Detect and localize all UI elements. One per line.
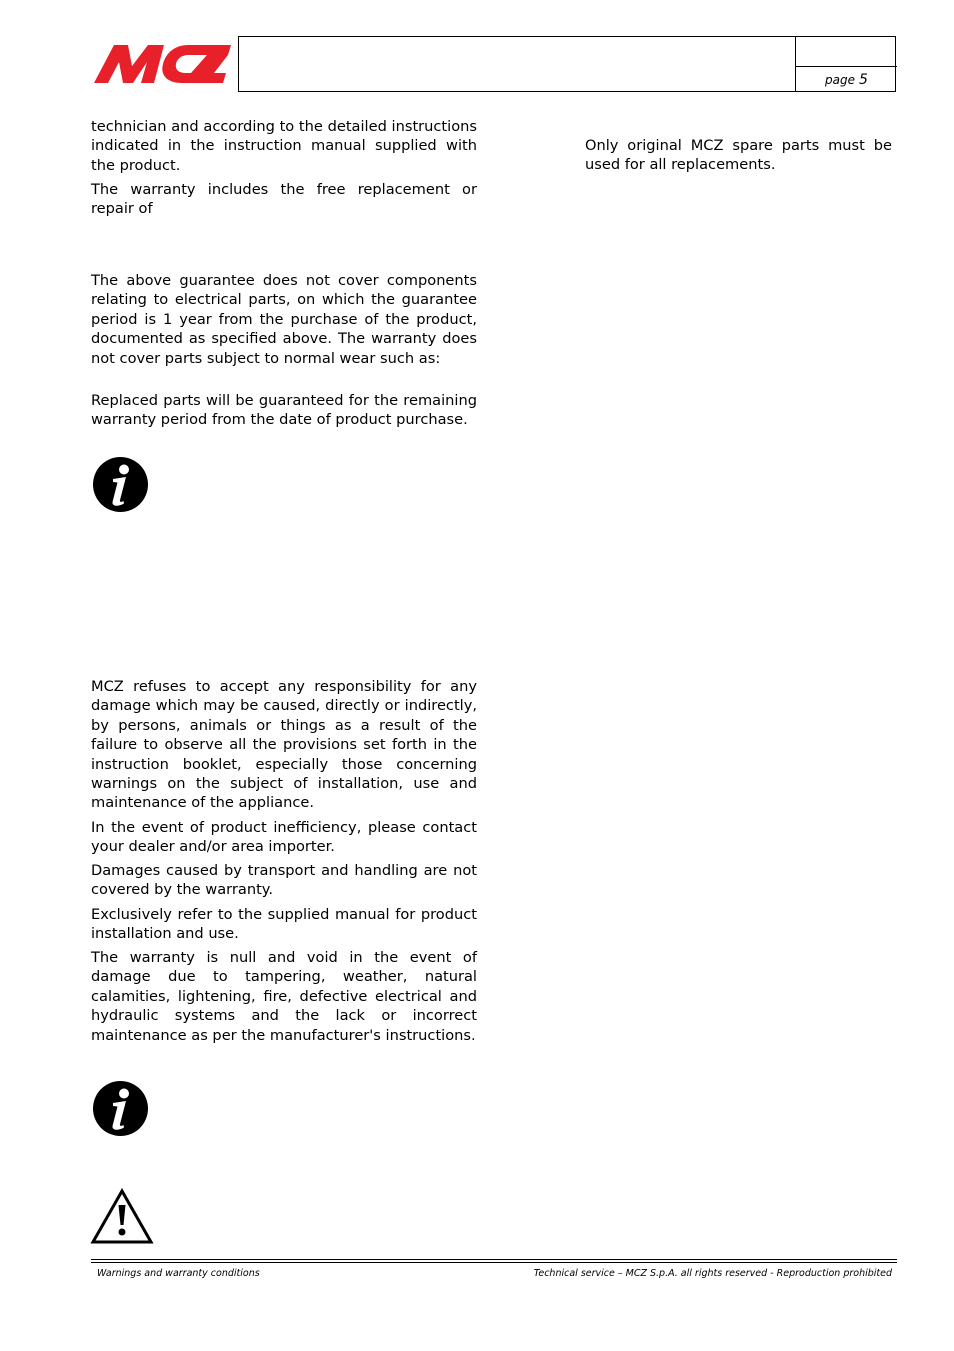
footer-copyright: Technical service – MCZ S.p.A. all rights reserved - Reproduction prohibited bbox=[533, 1268, 892, 1279]
paragraph-transport bbox=[91, 861, 477, 900]
warning-triangle-icon bbox=[90, 1188, 154, 1245]
info-icon bbox=[92, 456, 149, 513]
footer-rule bbox=[91, 1259, 897, 1260]
paragraph-manual bbox=[91, 905, 477, 944]
paragraph-responsibility bbox=[91, 677, 477, 813]
page-number-value: 5 bbox=[859, 71, 868, 88]
paragraph-intro bbox=[91, 117, 477, 175]
page-label: page bbox=[825, 72, 856, 87]
footer-rule bbox=[91, 1262, 897, 1263]
paragraph-inefficiency bbox=[91, 818, 477, 857]
paragraph-text: The warranty includes the free replacement or repair of bbox=[91, 181, 477, 218]
paragraph-text: MCZ refuses to accept any responsibility for any damage which may be caused, directly or indirectly, by persons, animals or things as a result of the failure to observe all the provisions set forth in the instruction booklet, especially those concerning warnings on the subject of installation, use and maintenance of the appliance. bbox=[91, 678, 477, 812]
paragraph-text: Damages caused by transport and handling are not covered by the warranty. bbox=[91, 862, 477, 899]
paragraph-text: The above guarantee does not cover components relating to electrical parts, on which the guarantee period is 1 year from the purchase of the product, documented as specified above. The warranty does not cover parts subject to normal wear such as: bbox=[91, 272, 477, 367]
footer-section-title: Warnings and warranty conditions bbox=[97, 1268, 260, 1279]
mcz-logo bbox=[92, 40, 232, 86]
info-icon bbox=[92, 1080, 149, 1137]
page-number bbox=[796, 67, 897, 92]
paragraph-replaced-parts bbox=[91, 391, 477, 430]
paragraph-warranty-includes bbox=[91, 180, 477, 219]
paragraph-text: Only original MCZ spare parts must be used for all replacements. bbox=[585, 137, 892, 174]
paragraph-text: In the event of product inefficiency, please contact your dealer and/or area importer. bbox=[91, 819, 477, 856]
paragraph-spare-parts bbox=[585, 136, 892, 175]
paragraph-text: Exclusively refer to the supplied manual for product installation and use. bbox=[91, 906, 477, 943]
paragraph-text: The warranty is null and void in the event of damage due to tampering, weather, natural calamities, lightening, fire, defective electrical and hydraulic systems and the lack or incorrect maintenance as per the manufacturer's instructions. bbox=[91, 949, 477, 1044]
paragraph-text: Replaced parts will be guaranteed for the remaining warranty period from the date of product purchase. bbox=[91, 392, 477, 429]
paragraph-not-covered bbox=[91, 271, 477, 368]
header-box bbox=[238, 36, 896, 92]
paragraph-void bbox=[91, 948, 477, 1045]
paragraph-text: technician and according to the detailed instructions indicated in the instruction manual supplied with the product. bbox=[91, 118, 477, 174]
